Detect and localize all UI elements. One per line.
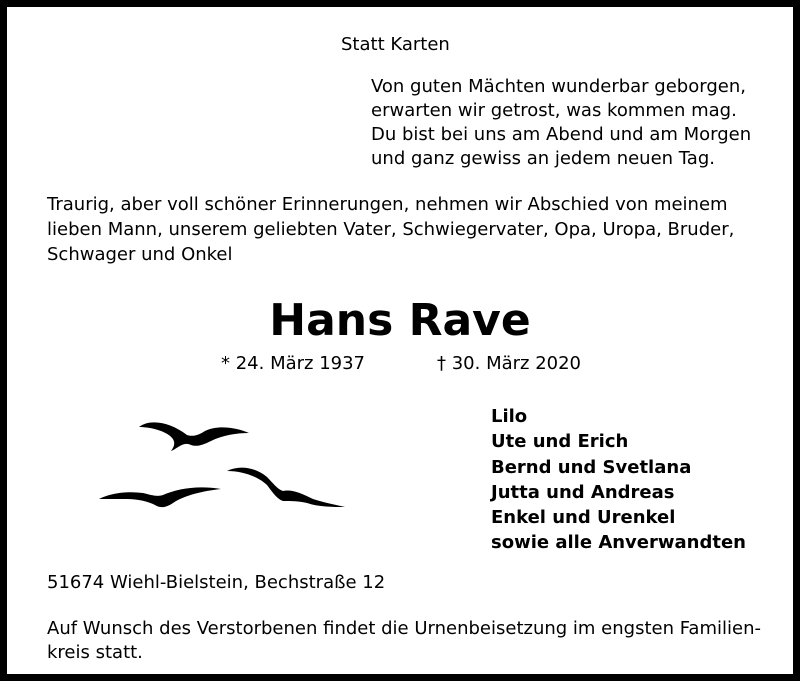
deceased-name: Hans Rave [269,295,531,346]
death-date: † 30. März 2020 [437,353,582,374]
mourner: Jutta und Andreas [491,481,675,503]
intro-line: Traurig, aber voll schöner Erinnerungen, nehmen wir Abschied von meinem [47,194,728,215]
mourner: Bernd und Svetlana [491,456,692,478]
intro-text [47,193,734,268]
birth-date: * 24. März 1937 [221,353,366,374]
intro-line: lieben Mann, unserem geliebten Vater, Schwiegervater, Opa, Uropa, Bruder, [47,219,735,240]
header-text: Statt Karten [341,34,450,55]
bird-icon [139,422,249,451]
mourner: Enkel und Urenkel [491,507,676,529]
mourners-list [491,405,746,557]
note-line: kreis statt. [47,642,143,663]
poem-line: Von guten Mächten wunderbar geborgen, [371,76,746,97]
burial-note [47,617,761,665]
mourner: Lilo [491,406,528,427]
poem-line: erwarten wir getrost, was kommen mag. [371,100,737,121]
mourner: sowie alle Anverwandten [491,532,746,554]
bird-icon [99,487,221,507]
note-line: Auf Wunsch des Verstorbenen findet die Urnenbeisetzung im engsten Familien- [47,618,761,639]
mourner: Ute und Erich [491,431,629,453]
poem-line: und ganz gewiss an jedem neuen Tag. [371,148,715,169]
bird-icon [227,468,345,507]
flying-birds-icon [87,407,357,517]
poem [371,75,751,171]
poem-line: Du bist bei uns am Abend und am Morgen [371,124,752,145]
intro-line: Schwager und Onkel [47,244,233,265]
address: 51674 Wiehl-Bielstein, Bechstraße 12 [47,572,386,593]
